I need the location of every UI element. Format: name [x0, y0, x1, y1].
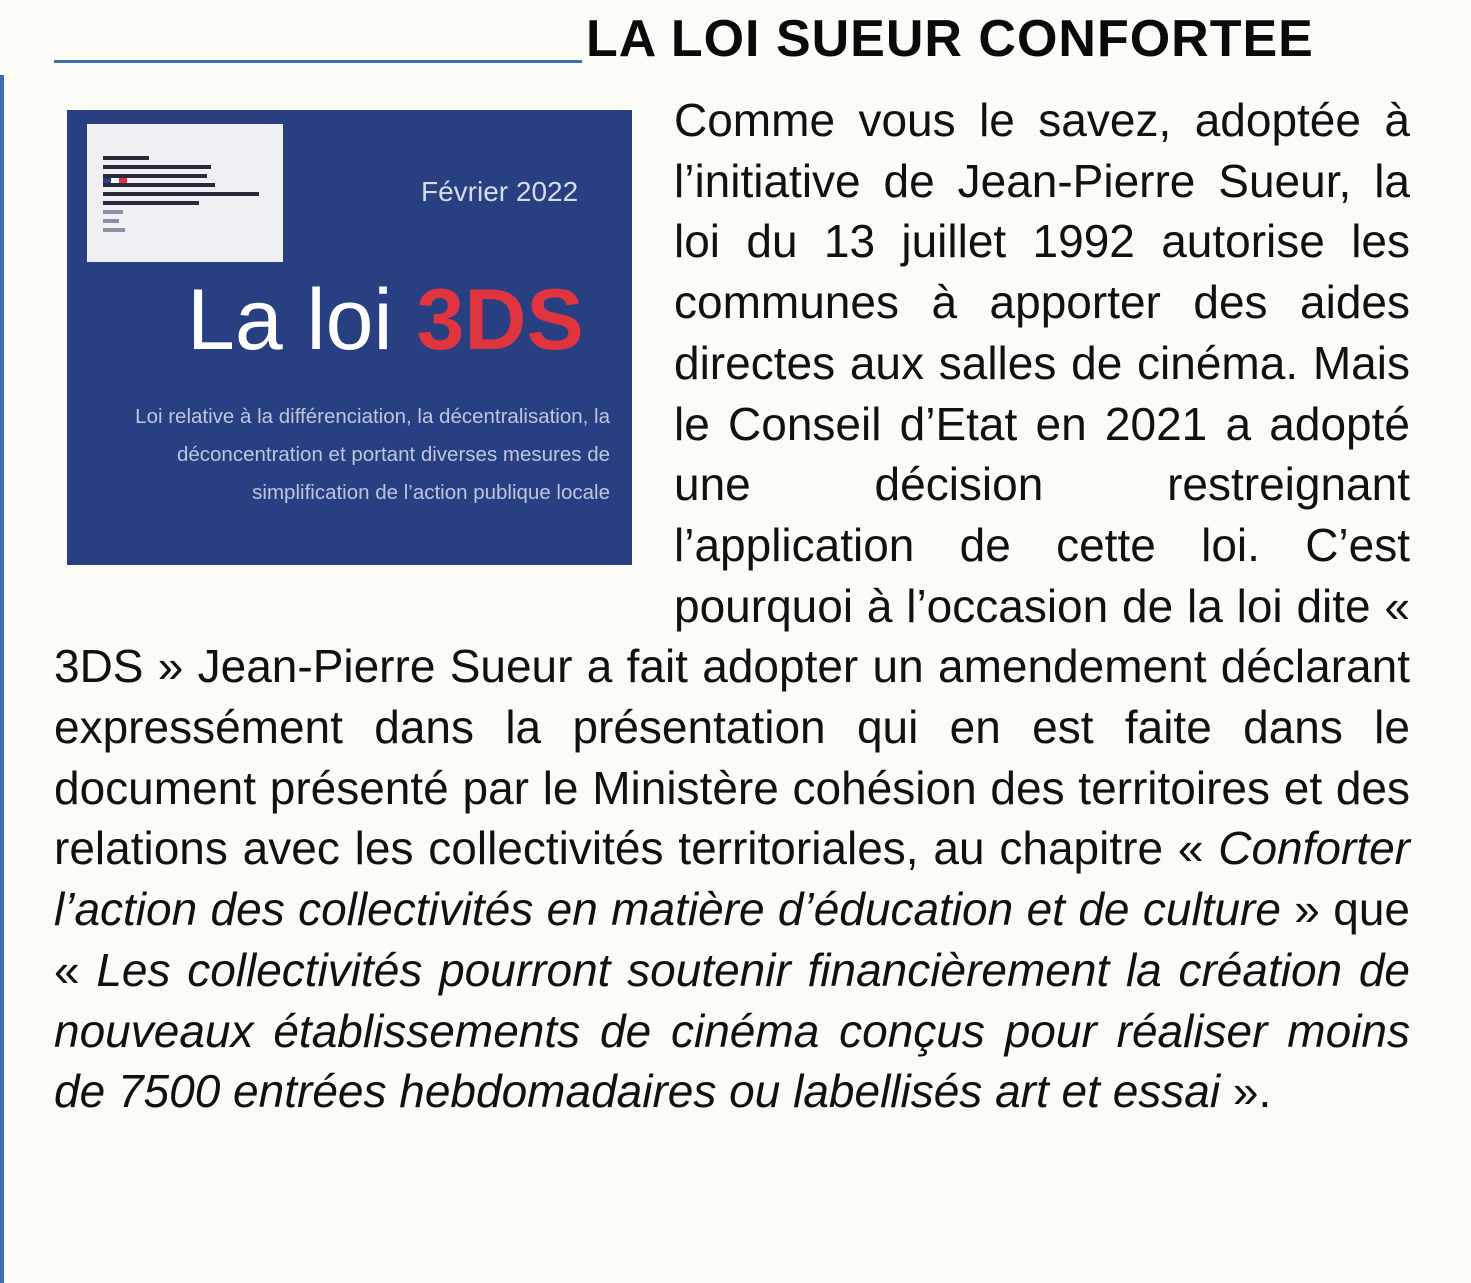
cover-image-wrapper: [54, 90, 674, 602]
chapter-title: Conforter l’action des collectivités en matière d’éducation et de culture: [54, 822, 1410, 936]
quoted-statement: Les collectivités pourront soutenir financièrement la création de nouveaux établissements de cinéma conçus pour réaliser moins de 7500 entrées hebdomadaires ou labellisés art et essai: [54, 943, 1410, 1118]
paragraph-closing: ».: [1232, 1065, 1272, 1118]
cover-title: [187, 270, 584, 370]
paragraph-intro: Comme vous le savez, adoptée à l’initiative de Jean-Pierre Sueur, la loi du 13 juillet 1992 autorise les communes à apporter des aides directes aux salles de cinéma. Mais le Conseil d’Etat en 2021 a adopté une décision restreignant l’application de cette loi. C’est pourquoi à l’occasion de la loi dite « 3DS » Jean-Pierre Sueur a fait adopter un amendement déclarant expressément dans la présentation qui en est faite dans le document présenté par le Ministère cohésion des territoires et des relations avec les collectivités territoriales, au chapitre «: [54, 94, 1410, 875]
ministry-logo: [87, 124, 283, 262]
article-headline: LA LOI SUEUR CONFORTEE: [586, 10, 1314, 68]
paragraph-connector: » que «: [54, 883, 1410, 996]
cover-subtitle: Loi relative à la différenciation, la décentralisation, la déconcentration et portant diverses mesures de simplification de l’action publique locale: [135, 405, 610, 504]
law-cover-image: [67, 110, 632, 565]
french-flag-icon: [103, 140, 127, 148]
cover-title-prefix: La loi: [187, 272, 393, 368]
cover-date: Février 2022: [421, 176, 579, 207]
page-left-rule: [0, 75, 4, 1283]
headline-rule: [54, 60, 582, 63]
article-body: [54, 90, 1410, 1122]
ministry-logo-text-mark: [103, 156, 263, 237]
cover-title-accent: 3DS: [416, 272, 584, 368]
